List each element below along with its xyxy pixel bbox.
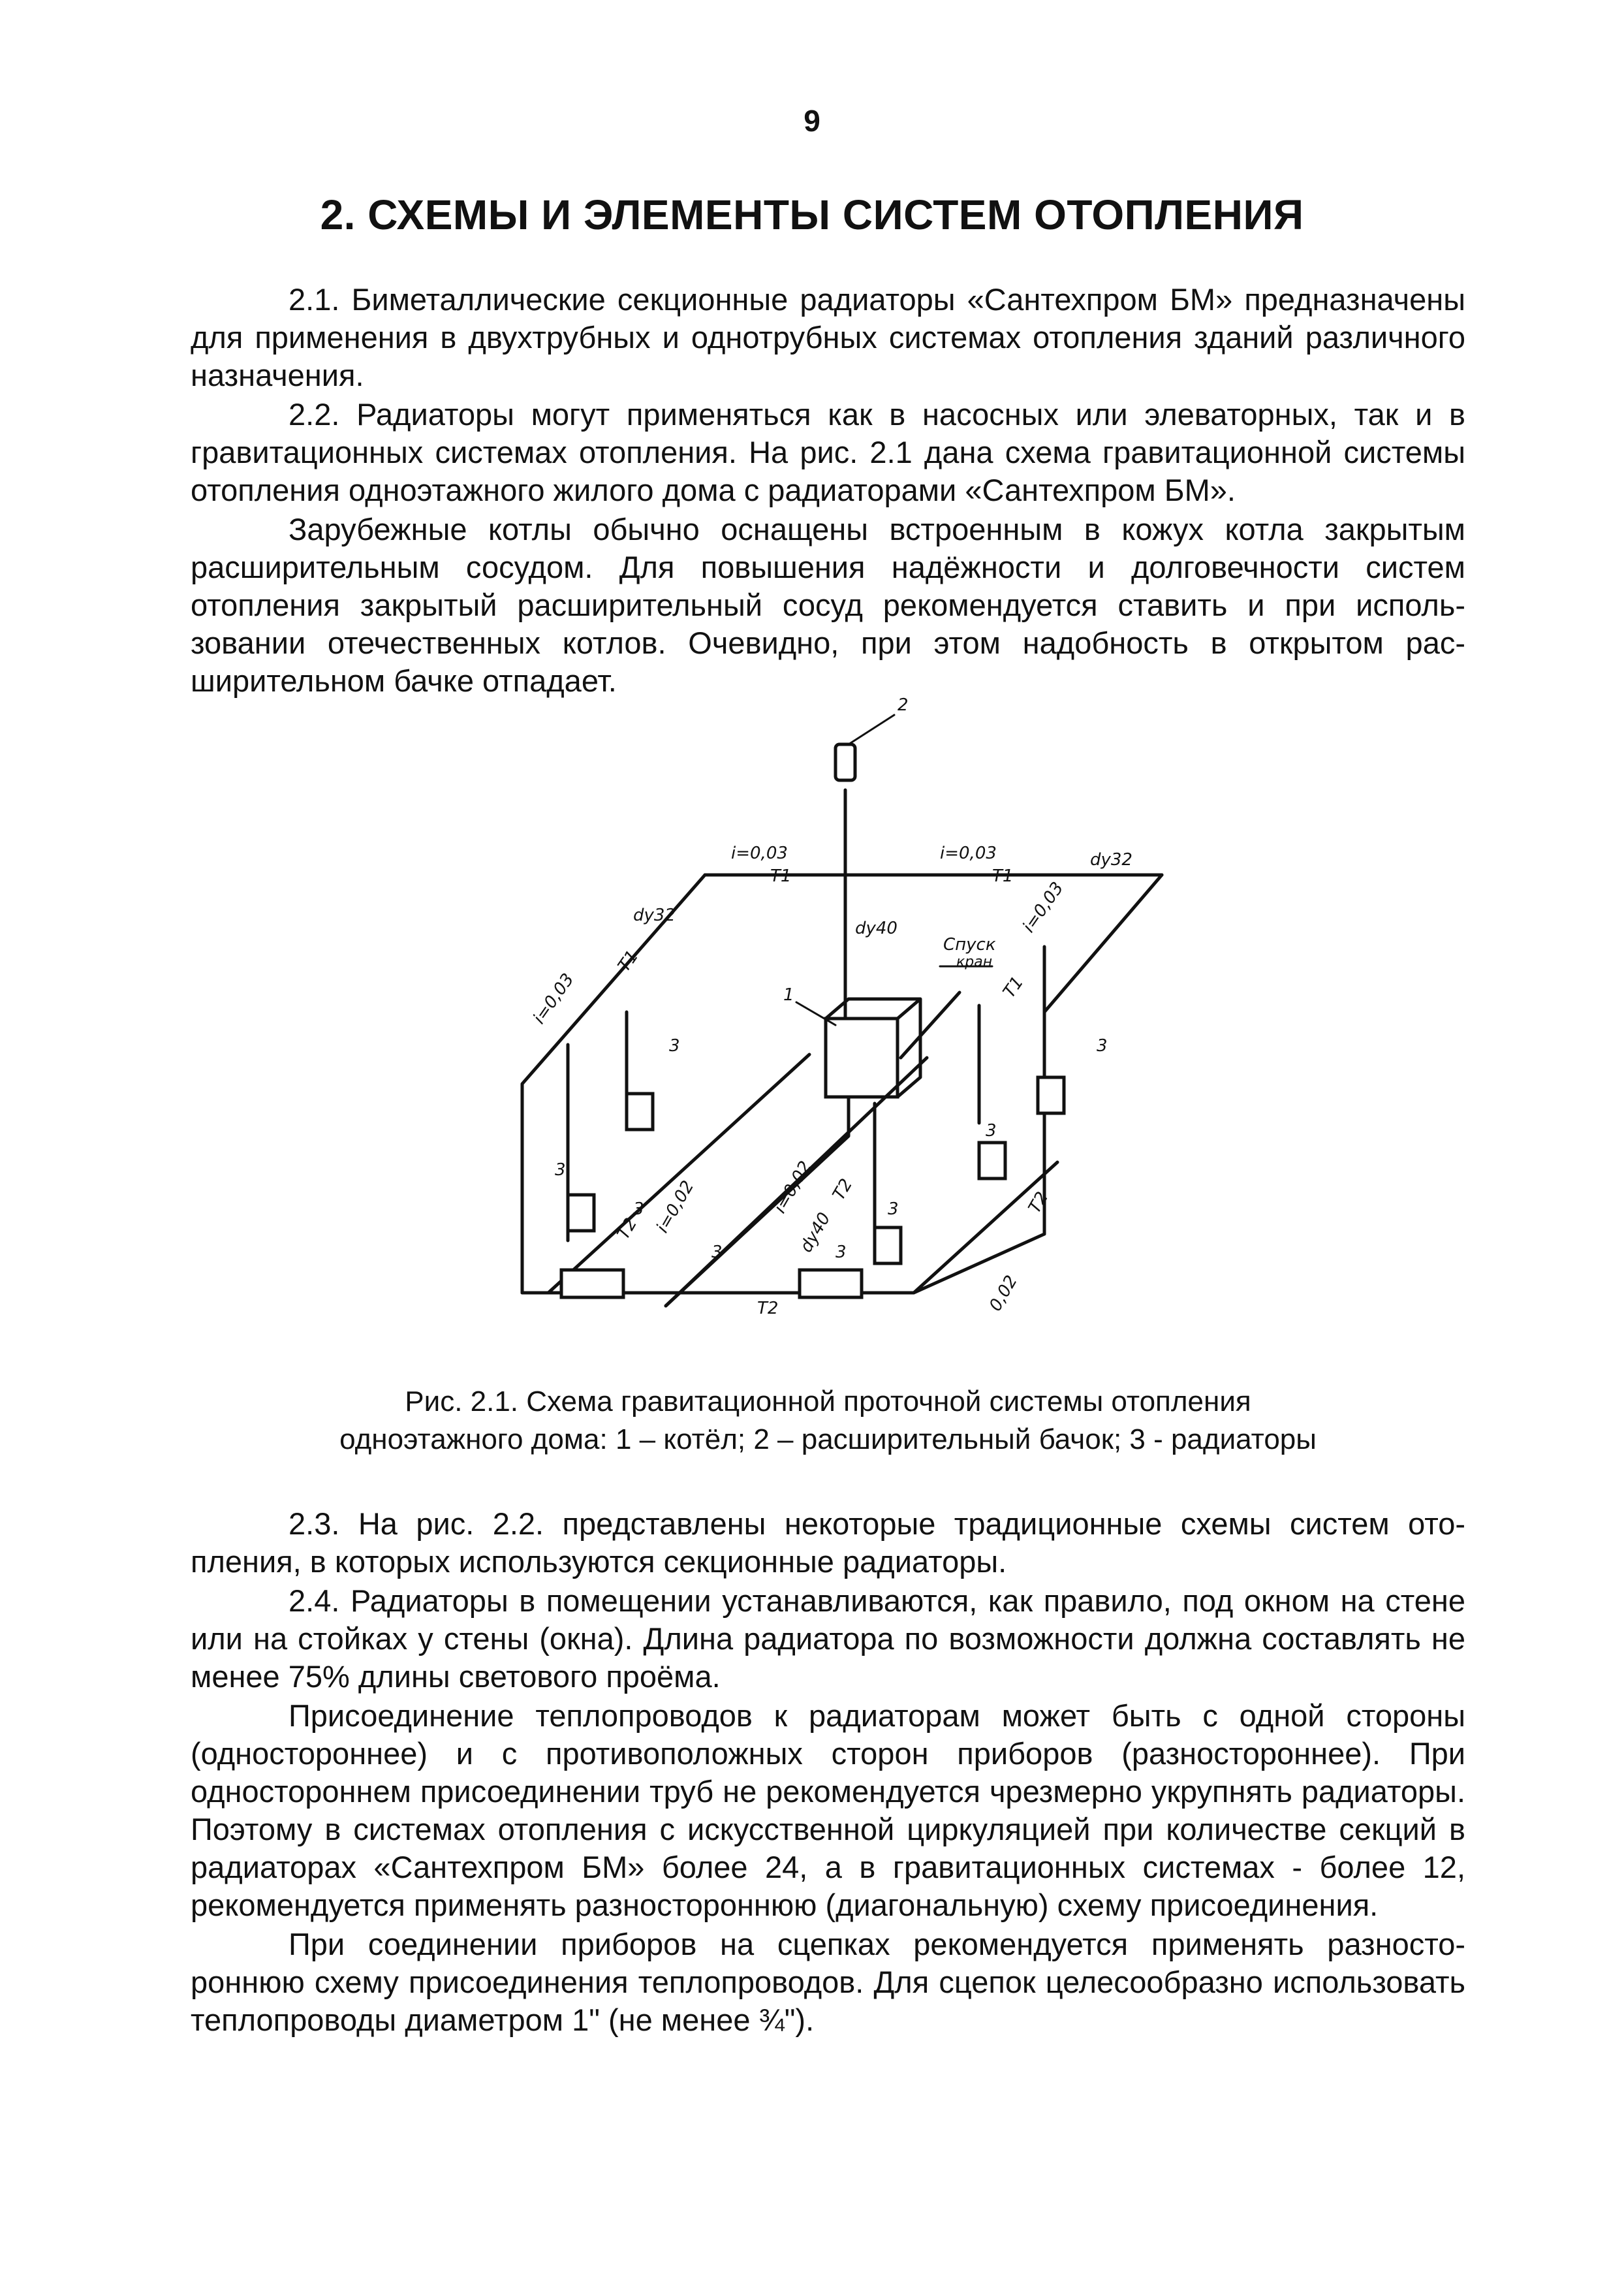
radiator-front-center [800, 1270, 862, 1297]
label-t2-right: Т2 [1025, 1188, 1053, 1217]
paragraph-2-4: 2.4. Радиаторы в помещении устанавливаются, как правило, под окном на стене или на стойках у стены (окна). Длина радиатора по возможности должна составлять не менее 75% длины светового проёма. [191, 1583, 1465, 1694]
label-t1-left: Т1 [614, 947, 643, 976]
label-slope-left-return: i=0,02 [653, 1177, 698, 1237]
label-slope-right: i=0,03 [1019, 878, 1068, 937]
paragraph-2-3: 2.3. На рис. 2.2. представлены некоторые традиционные схемы систем отопления, в которых используются секционные радиаторы. [191, 1506, 1465, 1579]
label-tank: 2 [898, 695, 909, 715]
label-t1-top-right: Т1 [992, 866, 1014, 886]
expansion-tank [835, 744, 855, 780]
radiator-left-b [627, 1094, 653, 1130]
label-t1-right: Т1 [999, 973, 1028, 1002]
heating-scheme-drawing [470, 695, 1201, 1345]
paragraph-2-1: 2.1. Биметаллические секционные радиаторы «Сантехпром БМ» предназначены для применения в двухтрубных и однотрубных системах отопления зданий различного назначения. [191, 282, 1465, 392]
label-t1-top-left: Т1 [770, 866, 792, 886]
figure-caption [191, 1383, 1465, 1459]
intro-text [191, 281, 1465, 700]
label-radiator-right-b: 3 [986, 1121, 997, 1141]
label-boiler: 1 [783, 985, 794, 1005]
label-radiator-left-top: 3 [669, 1036, 680, 1056]
radiator-front-left [561, 1270, 623, 1297]
radiator-left-a [568, 1195, 594, 1231]
label-t2-left: Т2 [614, 1214, 642, 1243]
paragraph-couplings: При соединении приборов на сцепках рекомендуется применять разностороннюю схему присоединения теплопроводов. Для сцепок целесообразно использовать теплопроводы диаметром 1" (не менее ¾"). [191, 1927, 1465, 2037]
boiler [826, 1019, 898, 1097]
body-text [191, 1505, 1465, 2039]
drain-line [901, 992, 960, 1058]
label-slope-center: i=0,02 [770, 1158, 816, 1217]
page-number: 9 [804, 104, 820, 138]
supply-left-slope [522, 875, 705, 1293]
radiator-right-a [875, 1227, 901, 1263]
paragraph-2-2: 2.2. Радиаторы могут применяться как в насосных или элеваторных, так и в гравитационных системах отопления. На рис. 2.1 дана схема гравитационной системы отопления одноэтажного жилого дома с радиаторами «Сантехпром БМ». [191, 397, 1465, 507]
label-radiator-front-center: 3 [835, 1243, 847, 1262]
label-drain-1: Спуск [943, 935, 996, 955]
heating-scheme-figure [470, 695, 1201, 1345]
caption-line-2: одноэтажного дома: 1 – котёл; 2 – расширительный бачок; 3 - радиаторы [339, 1423, 1317, 1455]
radiator-right-b [979, 1143, 1005, 1179]
label-slope-short: 0,02 [986, 1272, 1022, 1315]
label-radiator-right-c: 3 [1097, 1036, 1108, 1056]
section-heading: 2. СХЕМЫ И ЭЛЕМЕНТЫ СИСТЕМ ОТОПЛЕНИЯ [320, 191, 1304, 238]
label-t2-bottom: Т2 [757, 1299, 779, 1318]
label-drain-2: кран [956, 954, 993, 970]
paragraph-boilers: Зарубежные котлы обычно оснащены встроенным в кожух котла закрытым расширительным сосудом. Для повышения надёжности и долговечности систем отопления закрытый расширительный сосуд рекомендуется ставить и при использовании отечественных котлов. Очевидно, при этом надобность в открытом расширительном бачке отпадает. [191, 512, 1465, 698]
label-slope-top-left: i=0,03 [731, 844, 788, 863]
tank-leader [849, 715, 894, 744]
label-slope-left: i=0,03 [529, 970, 578, 1028]
label-t2-center: Т2 [829, 1175, 857, 1204]
label-radiator-right-a: 3 [888, 1199, 899, 1219]
label-radiator-front-left: 3 [711, 1243, 723, 1262]
label-d32-right: dу32 [1090, 850, 1132, 870]
paragraph-connection: Присоединение теплопроводов к радиаторам может быть с одной стороны (одностороннее) и с противоположных сторон приборов (разностороннее). При одностороннем присоединении труб не рекомендуется чрезмерно укрупнять радиаторы. Поэтому в системах отопления с искусственной циркуляцией при количестве секций в радиаторах «Сантехпром БМ» более 24, а в гравитационных системах - более 12, рекомендуется применять разностороннюю (диагональную) схему присоединения. [191, 1698, 1465, 1922]
radiator-right-c [1038, 1077, 1064, 1113]
label-d40-center: dу40 [796, 1209, 835, 1256]
label-radiator-left-a: 3 [555, 1160, 566, 1180]
label-radiator-left-b: 3 [633, 1199, 644, 1219]
caption-line-1: Рис. 2.1. Схема гравитационной проточной системы отопления [405, 1385, 1251, 1417]
label-d32-left: dу32 [633, 906, 676, 925]
label-d40-riser: dу40 [855, 919, 898, 938]
label-slope-top-right: i=0,03 [940, 844, 997, 863]
